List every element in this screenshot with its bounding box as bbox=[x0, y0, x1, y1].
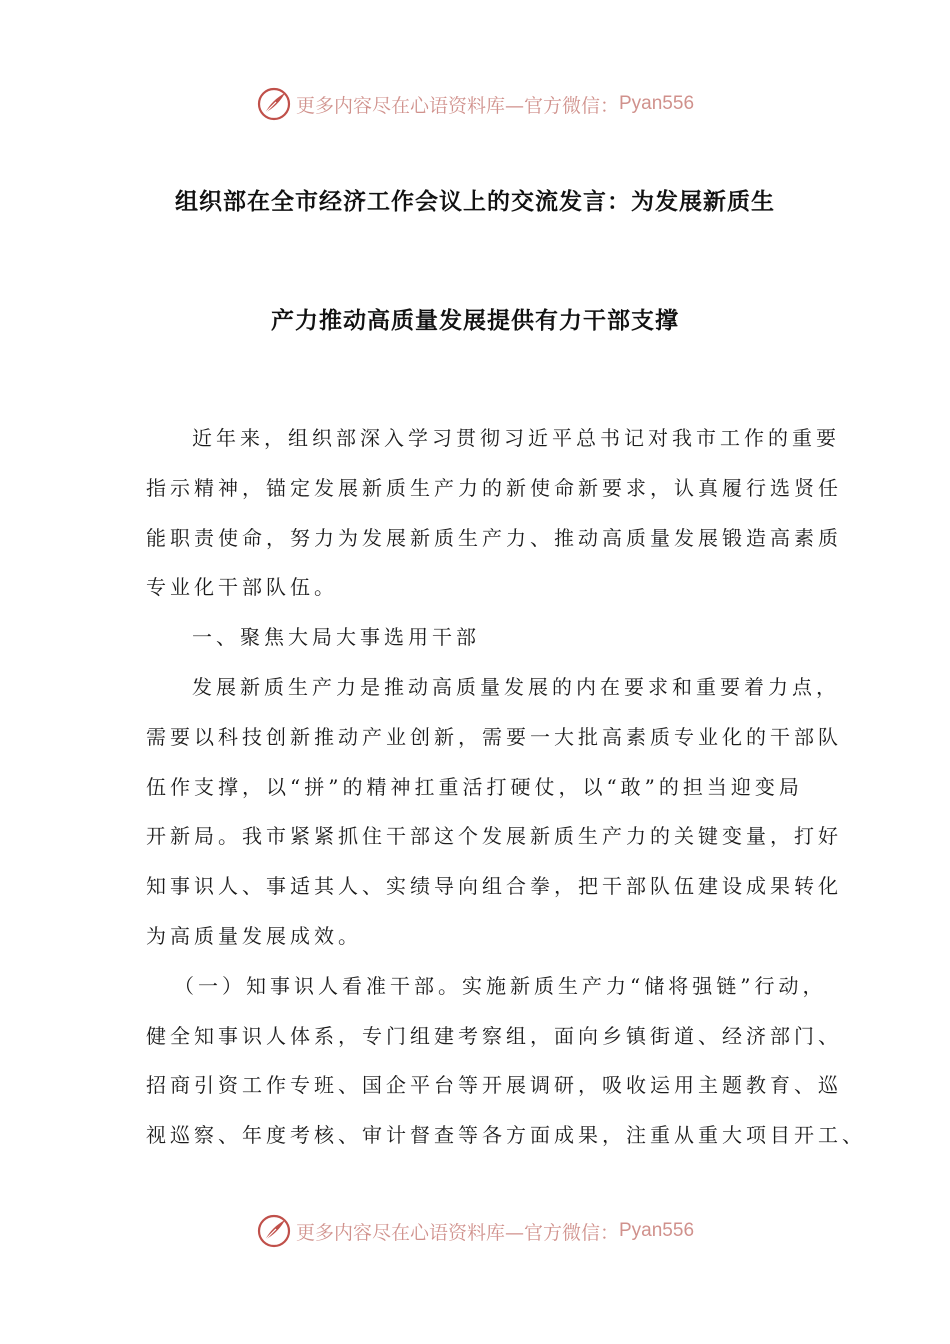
body-line: 为高质量发展成效。 bbox=[146, 923, 362, 948]
document-body bbox=[146, 414, 866, 1161]
banner-wechat-id: Pyan556 bbox=[619, 1220, 695, 1241]
body-line: 开新局。我市紧紧抓住干部这个发展新质生产力的关键变量，打好 bbox=[146, 824, 842, 849]
document-title-line-1: 组织部在全市经济工作会议上的交流发言：为发展新质生 bbox=[175, 189, 775, 215]
section-heading: 一、聚焦大局大事选用干部 bbox=[192, 625, 480, 650]
feather-pen-logo-icon bbox=[256, 1213, 292, 1249]
body-line: 健全知事识人体系，专门组建考察组，面向乡镇街道、经济部门、 bbox=[146, 1023, 842, 1048]
banner-text: 更多内容尽在心语资料库—官方微信： bbox=[295, 94, 619, 117]
banner-wechat-id: Pyan556 bbox=[619, 93, 695, 114]
feather-pen-logo-icon bbox=[256, 86, 292, 122]
body-line: 近年来，组织部深入学习贯彻习近平总书记对我市工作的重要 bbox=[192, 426, 840, 450]
body-line: 发展新质生产力是推动高质量发展的内在要求和重要着力点， bbox=[192, 674, 840, 699]
document-title-line-2: 产力推动高质量发展提供有力干部支撑 bbox=[271, 308, 679, 334]
body-line: 视巡察、年度考核、审计督查等各方面成果，注重从重大项目开工、 bbox=[146, 1123, 866, 1148]
body-line: 需要以科技创新推动产业创新，需要一大批高素质专业化的干部队 bbox=[146, 724, 842, 749]
body-line: 伍作支撑，以“拼”的精神扛重活打硬仗，以“敢”的担当迎变局 bbox=[146, 774, 803, 799]
body-line: 专业化干部队伍。 bbox=[146, 575, 338, 600]
body-line: 能职责使命，努力为发展新质生产力、推动高质量发展锻造高素质 bbox=[146, 525, 842, 550]
header-banner bbox=[0, 82, 950, 126]
body-line: 指示精神，锚定发展新质生产力的新使命新要求，认真履行选贤任 bbox=[146, 475, 842, 500]
body-line: 知事识人、事适其人、实绩导向组合拳，把干部队伍建设成果转化 bbox=[146, 874, 842, 899]
footer-banner bbox=[0, 1209, 950, 1253]
banner-text: 更多内容尽在心语资料库—官方微信： bbox=[295, 1221, 619, 1244]
subsection-line: （一）知事识人看准干部。实施新质生产力“储将强链”行动， bbox=[174, 973, 827, 998]
body-line: 招商引资工作专班、国企平台等开展调研，吸收运用主题教育、巡 bbox=[146, 1073, 842, 1098]
